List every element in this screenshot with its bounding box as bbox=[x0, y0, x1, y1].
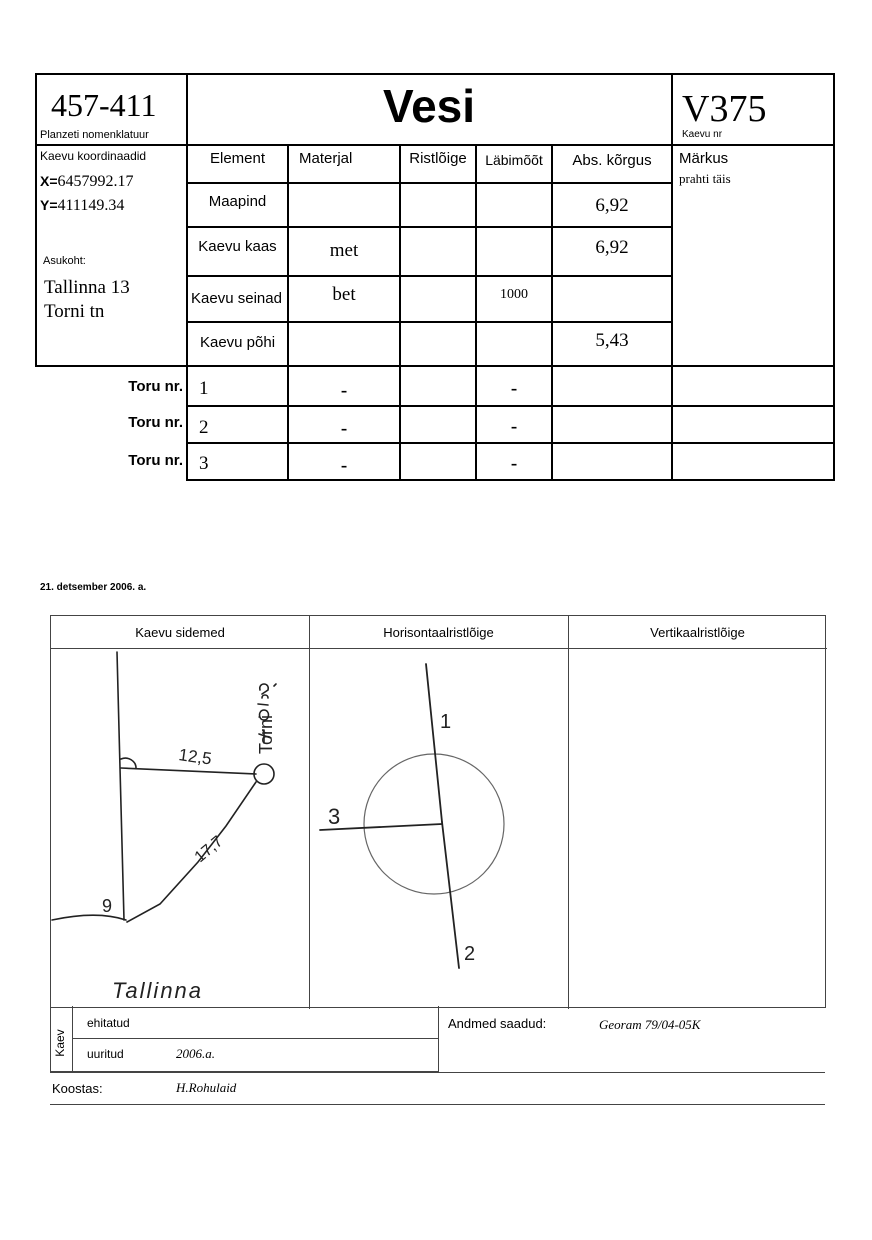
built-label: ehitatud bbox=[87, 1016, 130, 1030]
pipe-label: Toru nr. bbox=[128, 378, 183, 395]
y-value: 411149.34 bbox=[57, 197, 125, 214]
row-height: 6,92 bbox=[595, 237, 629, 258]
col-header-diameter: Läbimõõt bbox=[485, 152, 543, 168]
pipe-diameter: - bbox=[510, 378, 518, 399]
remark-text: prahti täis bbox=[679, 171, 731, 186]
col-header-cross: Ristlõige bbox=[409, 150, 467, 167]
col-line-cross bbox=[399, 144, 401, 481]
location-label: Asukoht: bbox=[43, 255, 86, 267]
row-diameter: 1000 bbox=[500, 287, 528, 302]
x-value: 6457992.17 bbox=[57, 173, 134, 190]
x-coordinate bbox=[40, 173, 134, 191]
sketch-line-top bbox=[121, 768, 256, 774]
sketch-col-header: Vertikaalristlõige bbox=[650, 625, 745, 640]
row-line-3 bbox=[186, 275, 673, 277]
pipe-label: Toru nr. bbox=[128, 452, 183, 469]
author-label: Koostas: bbox=[52, 1081, 103, 1096]
row-line-2 bbox=[186, 226, 673, 228]
row-height: 6,92 bbox=[595, 195, 629, 216]
pipe-1-line bbox=[426, 664, 442, 822]
y-label: Y= bbox=[40, 197, 58, 213]
row-element: Kaevu põhi bbox=[199, 334, 276, 351]
pipe-2-line bbox=[442, 822, 459, 968]
pipe-material: - bbox=[340, 455, 348, 476]
street-label-top: Torni bbox=[256, 714, 276, 754]
data-source-value: Georam 79/04-05K bbox=[599, 1017, 701, 1032]
surveyed-label: uuritud bbox=[87, 1047, 124, 1061]
pipe-label-1: 1 bbox=[440, 711, 452, 733]
row-line-1 bbox=[186, 182, 673, 184]
sketch-col-header: Kaevu sidemed bbox=[135, 625, 225, 640]
row-element: Maapind bbox=[208, 193, 267, 210]
col-header-height: Abs. kõrgus bbox=[572, 152, 652, 169]
left-panel-divider bbox=[186, 73, 188, 481]
surveyed-value: 2006.a. bbox=[176, 1046, 215, 1061]
coords-label: Kaevu koordinaadid bbox=[40, 149, 147, 163]
pipe-line-2 bbox=[186, 442, 835, 444]
right-border-lower bbox=[833, 365, 835, 481]
row-height: 5,43 bbox=[595, 330, 629, 351]
pipe-number: 2 bbox=[199, 417, 209, 438]
pipe-material: - bbox=[340, 418, 348, 439]
pipe-label-2: 2 bbox=[464, 943, 476, 965]
sketch-line-ground bbox=[52, 915, 126, 920]
tie-sketch bbox=[50, 648, 308, 1006]
nomenclature-label: Planzeti nomenklatuur bbox=[40, 129, 149, 141]
tie-label-c: 9 bbox=[102, 896, 113, 916]
pipe-line-3 bbox=[186, 479, 835, 481]
survey-date: 21. detsember 2006. a. bbox=[40, 582, 147, 593]
well-card-table bbox=[35, 73, 835, 481]
header-divider bbox=[35, 144, 835, 146]
horizontal-section-sketch bbox=[308, 648, 566, 1006]
tie-label-a: 12,5 bbox=[177, 745, 213, 769]
sketch-col-header: Horisontaalristlõige bbox=[383, 625, 494, 640]
y-coordinate bbox=[40, 197, 124, 215]
remark-divider bbox=[671, 73, 673, 481]
tie-label-b: 17,7 bbox=[191, 833, 227, 867]
col-header-material: Materjal bbox=[299, 150, 353, 167]
pipe-label: Toru nr. bbox=[128, 414, 183, 431]
col-header-element: Element bbox=[209, 150, 266, 167]
well-number-value: V375 bbox=[682, 88, 767, 130]
sketch-col-divider-2 bbox=[568, 616, 569, 1009]
pipe-line-1 bbox=[186, 405, 835, 407]
location-line1: Tallinna 13 bbox=[44, 277, 130, 298]
col-header-remark: Märkus bbox=[679, 150, 729, 167]
card-title: Vesi bbox=[382, 80, 476, 132]
footer-line-1 bbox=[50, 1072, 825, 1073]
pipe-number: 3 bbox=[199, 453, 209, 474]
footer-inner-divider bbox=[72, 1006, 73, 1072]
location-line2: Torni tn bbox=[44, 301, 105, 322]
footer-row-divider bbox=[72, 1038, 439, 1039]
pipe-material: - bbox=[340, 380, 348, 401]
row-element: Kaevu kaas bbox=[198, 238, 277, 255]
x-label: X= bbox=[40, 173, 58, 189]
pipe-diameter: - bbox=[510, 416, 518, 437]
data-source-label: Andmed saadud: bbox=[448, 1016, 547, 1031]
sketch-line-vertical bbox=[117, 652, 124, 920]
author-value: H.Rohulaid bbox=[176, 1080, 237, 1095]
well-number-label: Kaevu nr bbox=[682, 129, 723, 140]
footer-line-2 bbox=[50, 1104, 825, 1105]
pipe-diameter: - bbox=[510, 453, 518, 474]
row-material: bet bbox=[332, 284, 356, 305]
row-line-4 bbox=[186, 321, 673, 323]
well-circle-icon bbox=[254, 764, 274, 784]
street-label-bottom: Tallinna bbox=[112, 978, 204, 1003]
nomenclature-value: 457-411 bbox=[51, 87, 157, 123]
right-angle-mark bbox=[121, 758, 136, 768]
pipe-label-3: 3 bbox=[328, 804, 341, 829]
row-material: met bbox=[329, 240, 359, 261]
row-element: Kaevu seinad bbox=[191, 290, 282, 307]
footer-side-label: Kaev bbox=[53, 1029, 67, 1057]
pipe-number: 1 bbox=[199, 378, 209, 399]
